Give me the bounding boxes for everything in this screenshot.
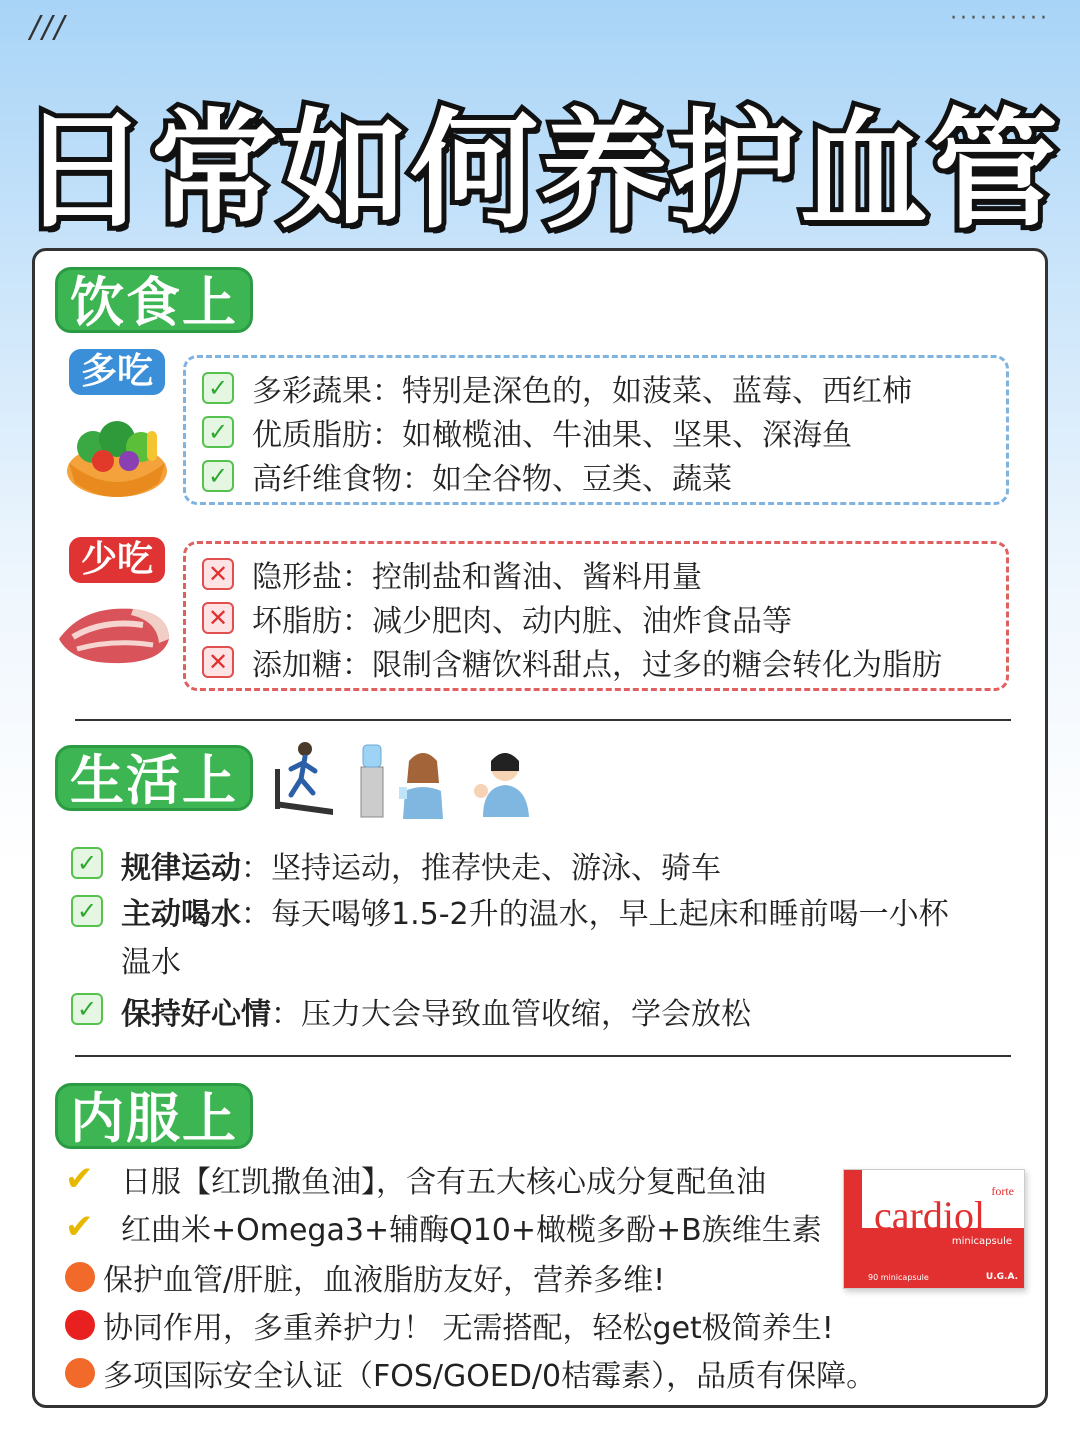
page-title: 日常如何养护血管 [19,97,1060,246]
product-maker: U.G.A. [985,1272,1018,1282]
eat-less-item: ✕ 添加糖：限制含糖饮料甜点，过多的糖会转化为脂肪 [202,640,990,684]
life-item: ✓ 保持好心情：压力大会导致血管收缩，学会放松 [71,989,751,1033]
product-brand: cardiol [874,1193,986,1238]
cross-icon: ✕ [202,646,234,678]
drinking-water-icon [359,743,451,819]
product-count: 90 minicapsule [868,1273,929,1282]
divider [75,719,1011,721]
product-forte: forte [991,1184,1014,1198]
decor-dots: ·········· [950,6,1050,31]
eat-more-box [183,355,1009,505]
eat-less-item: ✕ 隐形盐：控制盐和酱油、酱料用量 [202,552,990,596]
bullet-dot-icon [65,1310,95,1340]
internal-bullet-item: 协同作用，多重养护力！ 无需搭配，轻松get极简养生! [65,1303,834,1347]
internal-bullet-item: 保护血管/肝脏，血液脂肪友好，营养多维! [65,1255,665,1299]
tick-icon: ✔ [65,1207,94,1247]
check-icon: ✓ [71,993,103,1025]
decor-slashes: /// [30,10,67,45]
product-box-image [843,1169,1025,1289]
cross-icon: ✕ [202,558,234,590]
check-icon: ✓ [202,416,234,448]
eat-less-item: ✕ 坏脂肪：减少肥肉、动内脏、油炸食品等 [202,596,990,640]
tick-icon: ✔ [65,1159,94,1199]
bullet-dot-icon [65,1358,95,1388]
internal-check-item: ✔ 日服【红凯撒鱼油】，含有五大核心成分复配鱼油 [65,1159,766,1200]
life-item: ✓ 主动喝水：每天喝够1.5-2升的温水，早上起床和睡前喝一小杯 温水 [71,891,949,987]
check-icon: ✓ [71,847,103,879]
cross-icon: ✕ [202,602,234,634]
eat-less-box [183,541,1009,691]
eat-more-item: ✓ 多彩蔬果：特别是深色的，如菠菜、蓝莓、西红柿 [202,366,990,410]
check-icon: ✓ [202,372,234,404]
life-item: ✓ 规律运动：坚持运动，推荐快走、游泳、骑车 [71,843,721,887]
content-card [32,248,1048,1408]
tag-eat-more: 多吃 [69,349,165,395]
vegetable-basket-icon [59,401,175,501]
eat-more-item: ✓ 高纤维食物：如全谷物、豆类、蔬菜 [202,454,990,498]
section-life-heading: 生活上 [55,745,253,811]
eat-more-item: ✓ 优质脂肪：如橄榄油、牛油果、坚果、深海鱼 [202,410,990,454]
check-icon: ✓ [202,460,234,492]
section-internal-heading: 内服上 [55,1083,253,1149]
section-diet-heading: 饮食上 [55,267,253,333]
treadmill-runner-icon [271,741,339,819]
bullet-dot-icon [65,1262,95,1292]
happy-person-icon [467,745,539,819]
tag-eat-less: 少吃 [69,537,165,583]
internal-check-item: ✔ 红曲米+Omega3+辅酶Q10+橄榄多酚+B族维生素 [65,1207,822,1248]
check-icon: ✓ [71,895,103,927]
internal-bullet-item: 多项国际安全认证（FOS/GOED/0桔霉素），品质有保障。 [65,1351,876,1395]
meat-icon [53,599,175,669]
product-sub: minicapsule [951,1236,1012,1247]
divider [75,1055,1011,1057]
